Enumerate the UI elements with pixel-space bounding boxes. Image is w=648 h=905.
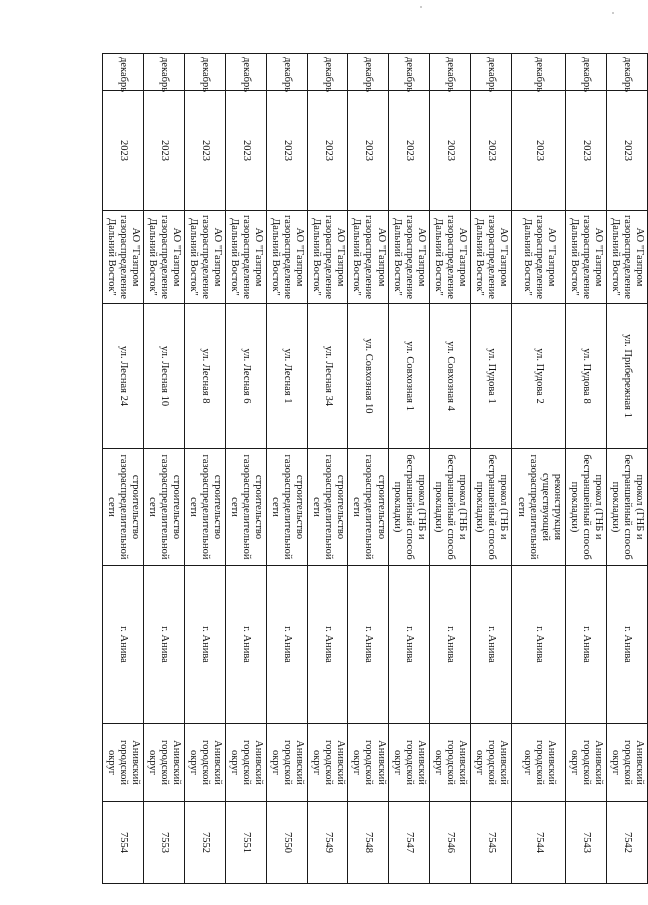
row-number-cell: 7545 [471,802,512,884]
district-cell: Анивский городской округ [103,724,144,802]
year-cell: 2023 [430,91,471,211]
organization-cell: АО "Газпром газораспределение Дальний Восток" [607,211,648,304]
city-cell: г. Анива [225,566,266,724]
work-type-cell: строительство газораспределительной сети [348,449,389,566]
district-cell: Анивский городской округ [566,724,607,802]
city-cell: г. Анива [607,566,648,724]
city-cell: г. Анива [348,566,389,724]
district-cell: Анивский городской округ [512,724,566,802]
district-cell: Анивский городской округ [471,724,512,802]
work-type-cell: строительство газораспределительной сети [184,449,225,566]
year-cell: 2023 [471,91,512,211]
month-cell: декабрь [307,54,348,91]
table-row [389,54,430,884]
work-type-cell: прокол (ГНБ и бестраншейный способ прокладки) [430,449,471,566]
table-row [225,54,266,884]
table-row [607,54,648,884]
address-cell: ул. Совхозная 4 [430,304,471,449]
city-cell: г. Анива [430,566,471,724]
table-row [184,54,225,884]
month-cell: декабрь [512,54,566,91]
row-number-cell: 7547 [389,802,430,884]
year-cell: 2023 [225,91,266,211]
organization-cell: АО "Газпром газораспределение Дальний Восток" [389,211,430,304]
year-cell: 2023 [307,91,348,211]
month-cell: декабрь [184,54,225,91]
row-number-cell: 7551 [225,802,266,884]
city-cell: г. Анива [144,566,185,724]
work-type-cell: прокол (ГНБ и бестраншейный способ прокладки) [471,449,512,566]
month-cell: декабрь [225,54,266,91]
district-cell: Анивский городской округ [430,724,471,802]
organization-cell: АО "Газпром газораспределение Дальний Восток" [348,211,389,304]
month-cell: декабрь [266,54,307,91]
organization-cell: АО "Газпром газораспределение Дальний Восток" [225,211,266,304]
district-cell: Анивский городской округ [225,724,266,802]
month-cell: декабрь [103,54,144,91]
organization-cell: АО "Газпром газораспределение Дальний Восток" [566,211,607,304]
organization-cell: АО "Газпром газораспределение Дальний Восток" [512,211,566,304]
work-type-cell: прокол (ГНБ и бестраншейный способ прокладки) [389,449,430,566]
district-cell: Анивский городской округ [266,724,307,802]
organization-cell: АО "Газпром газораспределение Дальний Восток" [103,211,144,304]
table-row [307,54,348,884]
row-number-cell: 7543 [566,802,607,884]
city-cell: г. Анива [103,566,144,724]
organization-cell: АО "Газпром газораспределение Дальний Восток" [307,211,348,304]
gas-works-table [102,53,648,884]
address-cell: ул. Совхозная 10 [348,304,389,449]
year-cell: 2023 [266,91,307,211]
month-cell: декабрь [607,54,648,91]
table-row [471,54,512,884]
table-row [266,54,307,884]
row-number-cell: 7554 [103,802,144,884]
row-number-cell: 7546 [430,802,471,884]
address-cell: ул. Лесная 6 [225,304,266,449]
row-number-cell: 7550 [266,802,307,884]
row-number-cell: 7549 [307,802,348,884]
organization-cell: АО "Газпром газораспределение Дальний Восток" [471,211,512,304]
month-cell: декабрь [471,54,512,91]
table-row [348,54,389,884]
city-cell: г. Анива [566,566,607,724]
address-cell: ул. Прибережная 1 [607,304,648,449]
organization-cell: АО "Газпром газораспределение Дальний Восток" [144,211,185,304]
rotated-table-wrapper [102,53,648,883]
city-cell: г. Анива [307,566,348,724]
year-cell: 2023 [103,91,144,211]
city-cell: г. Анива [471,566,512,724]
row-number-cell: 7542 [607,802,648,884]
address-cell: ул. Лесная 10 [144,304,185,449]
city-cell: г. Анива [512,566,566,724]
year-cell: 2023 [607,91,648,211]
month-cell: декабрь [430,54,471,91]
work-type-cell: строительство газораспределительной сети [307,449,348,566]
work-type-cell: реконструкция существующей газораспределительной сети [512,449,566,566]
city-cell: г. Анива [184,566,225,724]
district-cell: Анивский городской округ [389,724,430,802]
work-type-cell: строительство газораспределительной сети [266,449,307,566]
year-cell: 2023 [348,91,389,211]
month-cell: декабрь [144,54,185,91]
organization-cell: АО "Газпром газораспределение Дальний Восток" [266,211,307,304]
table-row [512,54,566,884]
year-cell: 2023 [144,91,185,211]
address-cell: ул. Совхозная 1 [389,304,430,449]
table-body [103,54,648,884]
year-cell: 2023 [184,91,225,211]
year-cell: 2023 [389,91,430,211]
address-cell: ул. Лесная 8 [184,304,225,449]
organization-cell: АО "Газпром газораспределение Дальний Восток" [184,211,225,304]
year-cell: 2023 [566,91,607,211]
row-number-cell: 7548 [348,802,389,884]
year-cell: 2023 [512,91,566,211]
work-type-cell: строительство газораспределительной сети [225,449,266,566]
table-row [144,54,185,884]
district-cell: Анивский городской округ [348,724,389,802]
row-number-cell: 7544 [512,802,566,884]
work-type-cell: строительство газораспределительной сети [144,449,185,566]
district-cell: Анивский городской округ [144,724,185,802]
address-cell: ул. Пудова 8 [566,304,607,449]
address-cell: ул. Лесная 34 [307,304,348,449]
organization-cell: АО "Газпром газораспределение Дальний Восток" [430,211,471,304]
month-cell: декабрь [348,54,389,91]
scan-speck [420,6,422,8]
address-cell: ул. Пудова 2 [512,304,566,449]
district-cell: Анивский городской округ [607,724,648,802]
district-cell: Анивский городской округ [307,724,348,802]
district-cell: Анивский городской округ [184,724,225,802]
row-number-cell: 7553 [144,802,185,884]
address-cell: ул. Пудова 1 [471,304,512,449]
address-cell: ул. Лесная 24 [103,304,144,449]
table-row [566,54,607,884]
scan-speck [612,12,614,14]
month-cell: декабрь [389,54,430,91]
city-cell: г. Анива [389,566,430,724]
table-row [103,54,144,884]
address-cell: ул. Лесная 1 [266,304,307,449]
month-cell: декабрь [566,54,607,91]
table-row [430,54,471,884]
city-cell: г. Анива [266,566,307,724]
row-number-cell: 7552 [184,802,225,884]
work-type-cell: прокол (ГНБ и бестраншейный способ прокладки) [566,449,607,566]
work-type-cell: строительство газораспределительной сети [103,449,144,566]
work-type-cell: прокол (ГНБ и бестраншейный способ прокладки) [607,449,648,566]
